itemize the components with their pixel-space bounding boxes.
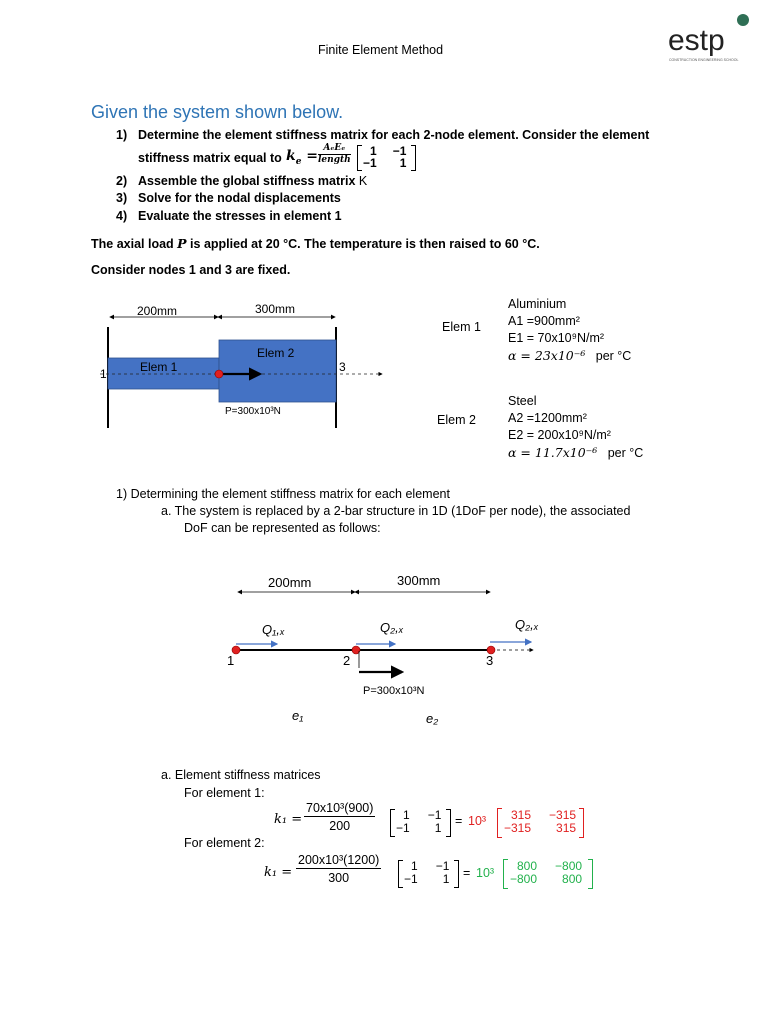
dof-node-1-label: 1 bbox=[227, 653, 235, 668]
q2-label: Q₂,ₓ bbox=[380, 620, 404, 635]
solution-step-1a-cont: DoF can be represented as follows: bbox=[184, 521, 381, 535]
node-3-label: 3 bbox=[339, 360, 346, 374]
task-3-text: Solve for the nodal displacements bbox=[138, 191, 341, 205]
k1-denominator: 200 bbox=[329, 819, 351, 833]
material-2-modulus: E2 = 200x10⁹N/m² bbox=[508, 428, 611, 442]
k2-lhs: k₁ = bbox=[264, 865, 293, 880]
task-1-num: 1) bbox=[116, 128, 128, 142]
matrices-heading: a. Element stiffness matrices bbox=[161, 768, 321, 782]
k1-unit-matrix: 1 −1 −1 1 bbox=[396, 808, 442, 835]
k1-numerator: 70x10³(900) bbox=[306, 801, 374, 815]
load-label: P=300x10³N bbox=[225, 406, 281, 417]
estp-logo bbox=[668, 14, 758, 64]
q3-label: Q₂,ₓ bbox=[515, 617, 539, 632]
material-1-area: A1 =900mm² bbox=[508, 314, 580, 328]
material-1-alpha-unit: per °C bbox=[595, 349, 632, 363]
elem1-label: Elem 1 bbox=[140, 360, 178, 374]
page-header-title: Finite Element Method bbox=[318, 43, 444, 57]
material-1-block bbox=[508, 296, 631, 365]
task-1-text-cont: stiffness matrix equal to bbox=[138, 151, 282, 165]
dof-dim-label-1: 200mm bbox=[268, 575, 312, 590]
node-1-label: 1 bbox=[100, 367, 107, 381]
dof-diagram bbox=[225, 565, 545, 730]
e1-label: e₁ bbox=[292, 708, 304, 723]
material-2-block bbox=[508, 393, 643, 462]
k2-scale: 10³ bbox=[476, 866, 495, 880]
k2-denominator: 300 bbox=[328, 871, 350, 885]
material-1-alpha: α = 23x10⁻⁶ bbox=[508, 348, 586, 363]
dof-dim-label-2: 300mm bbox=[397, 573, 441, 588]
element-2-label: For element 2: bbox=[184, 836, 265, 850]
k2-unit-matrix: 1 −1 −1 1 bbox=[404, 859, 450, 886]
material-1-name: Aluminium bbox=[508, 297, 567, 311]
k2-numerator: 200x10³(1200) bbox=[298, 853, 380, 867]
dof-load-label: P=300x10³N bbox=[363, 685, 425, 697]
bar-structure-diagram bbox=[90, 295, 400, 430]
material-2-name: Steel bbox=[508, 394, 537, 408]
logo-wordmark: estp bbox=[668, 24, 725, 57]
material-1-modulus: E1 = 70x10⁹N/m² bbox=[508, 331, 605, 345]
material-2-area: A2 =1200mm² bbox=[508, 411, 587, 425]
material-1-elem: Elem 1 bbox=[442, 320, 481, 334]
k1-lhs: k₁ = bbox=[274, 812, 303, 827]
dim-label-1: 200mm bbox=[137, 304, 178, 318]
node-2-dot bbox=[215, 370, 223, 378]
section-heading: Given the system shown below. bbox=[91, 102, 344, 122]
q1-label: Q₁,ₓ bbox=[262, 622, 285, 637]
task-1-text: Determine the element stiffness matrix for each 2-node element. Consider the element bbox=[138, 128, 650, 142]
element-1-label: For element 1: bbox=[184, 786, 265, 800]
material-2-alpha-unit: per °C bbox=[607, 446, 644, 460]
load-statement: The axial load P is applied at 20 °C. The temperature is then raised to 60 °C. bbox=[91, 236, 540, 251]
task-3-num: 3) bbox=[116, 191, 128, 205]
task-4-num: 4) bbox=[116, 209, 128, 223]
dof-node-3-label: 3 bbox=[486, 653, 494, 668]
k1-scale: 10³ bbox=[468, 814, 487, 828]
elem2-label: Elem 2 bbox=[257, 346, 295, 360]
task-2-text: Assemble the global stiffness matrix K bbox=[138, 174, 368, 188]
dim-label-2: 300mm bbox=[255, 302, 296, 316]
logo-subtitle: CONSTRUCTION ENGINEERING SCHOOL bbox=[669, 58, 739, 62]
e2-label: e₂ bbox=[426, 711, 439, 726]
task-2-num: 2) bbox=[116, 174, 128, 188]
k2-result-matrix: 800 −800 −800 800 bbox=[510, 859, 583, 886]
dof-node-2-label: 2 bbox=[343, 653, 351, 668]
k1-result-matrix: 315 −315 −315 315 bbox=[504, 808, 577, 835]
solution-step-1: 1) Determining the element stiffness matrix for each element bbox=[116, 487, 450, 501]
material-2-elem: Elem 2 bbox=[437, 413, 476, 427]
material-2-alpha: α = 11.7x10⁻⁶ bbox=[508, 445, 598, 460]
task-4-text: Evaluate the stresses in element 1 bbox=[138, 209, 342, 223]
fixed-nodes-statement: Consider nodes 1 and 3 are fixed. bbox=[91, 263, 291, 277]
solution-step-1a: a. The system is replaced by a 2-bar structure in 1D (1DoF per node), the associated bbox=[161, 504, 631, 518]
